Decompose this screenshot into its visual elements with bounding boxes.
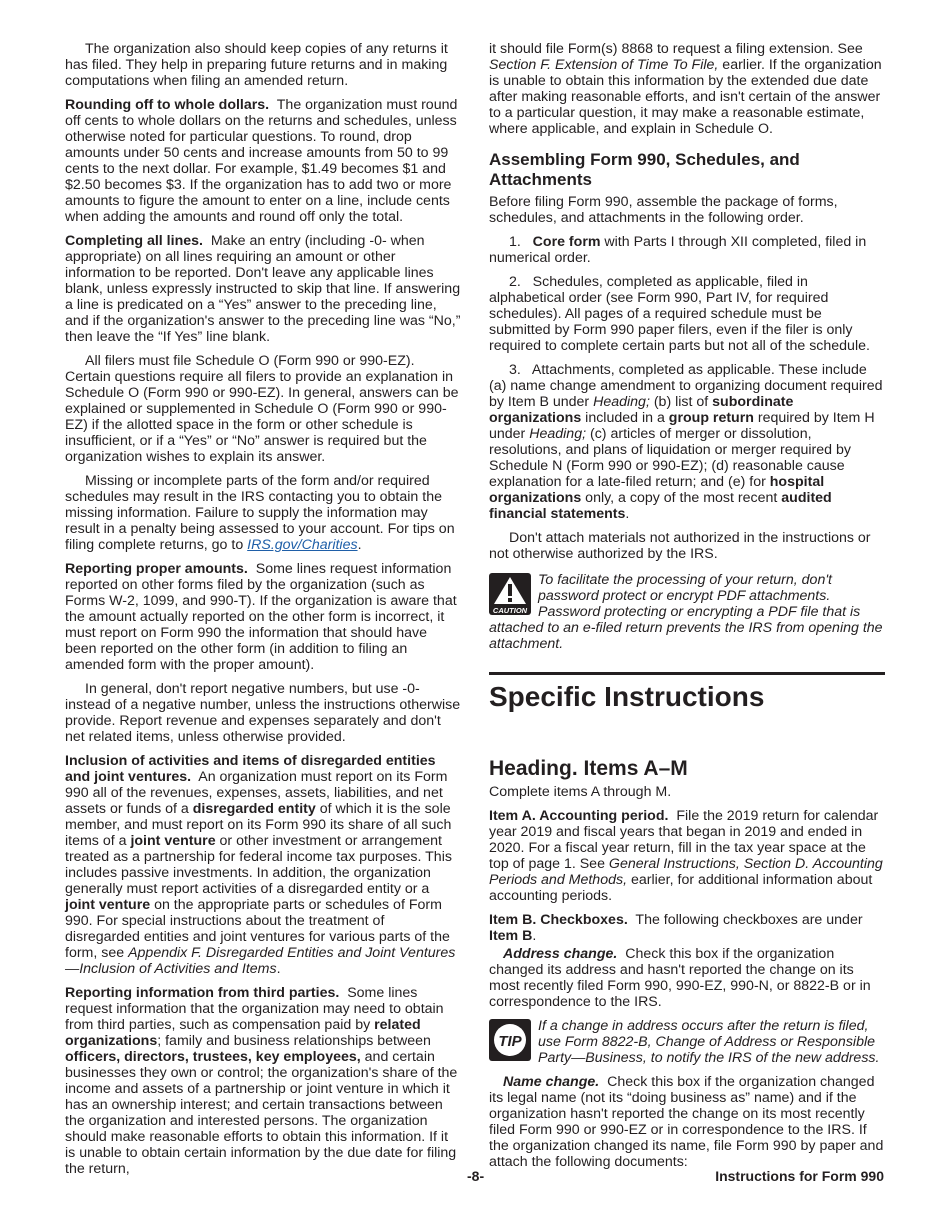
run-in-heading: Reporting proper amounts. [65,561,248,577]
paragraph-negative-numbers: In general, don't report negative numbers, but use -0- instead of a negative number, unless the instructions otherwise provide. Report revenue and expenses separately and don't net related items, unless otherwise provided. [65,681,461,745]
list-item-core-form: 1. Core form with Parts I through XII completed, filed in numerical order. [489,234,867,266]
paragraph-completing-lines: Completing all lines. Make an entry (including -0- when appropriate) on all lines requiring an amount or other information to be reported. Don't leave any applicable lines blank, unless expressly instructed to skip that line. If answering a line is predicated on a “Yes” answer to the preceding line, and if the organization's answer to the preceding line was “No,” then leave the “If Yes” line blank. [65,233,461,345]
paragraph-name-change: Name change. Check this box if the organization changed its legal name (not its “doing business as” name) and if the organization hasn't reported the change on its most recently filed Form 990 or 990-EZ or in correspondence to the IRS. If the organization changed its name, file Form 990 by paper and attach the following documents: [489,1074,884,1170]
paragraph-item-a: Item A. Accounting period. File the 2019 return for calendar year 2019 and fiscal years that began in 2019 and ended in 2020. For a fiscal year return, fill in the tax year space at the top of page 1. See General Instructions, Section D. Accounting Periods and Methods, earlier, for additional information about accounting periods. [489,808,883,904]
tip-text: If a change in address occurs after the return is filed, use Form 8822-B, Change of Address or Responsible Party—Business, to notify the IRS of the new address. [538,1018,880,1066]
assembling-heading: Assembling Form 990, Schedules, and Attachments [489,150,800,189]
caution-text: To facilitate the processing of your return, don't password protect or encrypt PDF attachments. Password protecting or encrypting a PDF file that is attached to an e-filed return prevents the IRS from opening the attachment. [489,572,883,652]
run-in-heading: Item B. Checkboxes. [489,912,628,928]
footer-document-title: Instructions for Form 990 [715,1168,884,1184]
assembling-intro: Before filing Form 990, assemble the package of forms, schedules, and attachments in the following order. [489,194,838,226]
paragraph-keep-copies: The organization also should keep copies of any returns it has filed. They help in preparing future returns and in making computations when filing an amended return. [65,41,448,89]
paragraph-address-change: Address change. Check this box if the organization changed its address and hasn't reported the change on its most recently filed Form 990, 990-EZ, 990-N, or 8822-B or in correspondence to the IRS. [489,946,871,1010]
run-in-heading: Item A. Accounting period. [489,808,669,824]
svg-text:TIP: TIP [498,1033,522,1050]
paragraph-rounding: Rounding off to whole dollars. The organization must round off cents to whole dollars on the returns and schedules, unless otherwise noted for particular questions. To round, drop amounts under 50 cents and increase amounts from 50 to 99 cents to the next dollar. For example, $1.49 becomes $1 and $2.50 becomes $3. If the organization has to add two or more amounts to figure the amount to enter on a line, include cents when adding the amounts and round off only the total. [65,97,458,225]
paragraph-schedule-o: All filers must file Schedule O (Form 990 or 990-EZ). Certain questions require all filers to provide an explanation in Schedule O (Form 990 or 990-EZ). In general, answers can be explained or supplemented in Schedule O (Form 990 or 990-EZ) if the allotted space in the form or other schedule is insufficient, or if a “Yes” or “No” answer is required but the organization wishes to explain its answer. [65,353,459,465]
run-in-heading: Inclusion of activities and items of disregarded entities and joint ventures. [65,753,436,785]
paragraph-item-b: Item B. Checkboxes. The following checkboxes are under Item B. [489,912,863,944]
paragraph-continuation: it should file Form(s) 8868 to request a filing extension. See Section F. Extension of Time To File, earlier. If the organization is unable to obtain this information by the extended due date after making reasonable efforts, and isn't certain of the answer to a particular question, it may make a reasonable estimate, where applicable, and explain in Schedule O. [489,41,882,137]
tip-notice [489,1018,885,1066]
paragraph-reporting-proper: Reporting proper amounts. Some lines request information reported on other forms filed by the organization (such as Forms W-2, 1099, and 990-T). If the organization is aware that the amount actually reported on the other form is incorrect, it must report on Form 990 the information that should have been reported on the other form (in addition to filing an amended form with the proper amount). [65,561,457,673]
run-in-heading: Name change. [503,1074,600,1090]
caution-notice [489,572,885,652]
section-title: Specific Instructions [489,681,765,712]
paragraph-inclusion: Inclusion of activities and items of disregarded entities and joint ventures. An organization must report on its Form 990 all of the revenues, expenses, assets, liabilities, and net assets or funds of a disregarded entity of which it is the sole member, and must report on its Form 990 its share of all such items of a joint venture or other investment or arrangement treated as a partnership for federal income tax purposes. This includes passive investments. In addition, the organization generally must report activities of a disregarded entity or a joint venture on the appropriate parts or schedules of Form 990. For special instructions about the treatment of disregarded entities and joint ventures for various parts of the form, see Appendix F. Disregarded Entities and Joint Ventures—Inclusion of Activities and Items. [65,753,456,977]
run-in-heading: Rounding off to whole dollars. [65,97,270,113]
left-column [65,41,461,1185]
page-number: -8- [467,1168,485,1184]
list-item-schedules: 2. Schedules, completed as applicable, filed in alphabetical order (see Form 990, Part IV, for required schedules). All pages of a required schedule must be submitted by Form 990 paper filers, even if the filer is only required to complete certain parts but not all of the schedule. [489,274,870,354]
paragraph-missing-parts: Missing or incomplete parts of the form and/or required schedules may result in the IRS contacting you to obtain the missing information. Failure to supply the information may result in a penalty being assessed to your account. For tips on filing complete returns, go to IRS.gov/Charities. [65,473,455,553]
svg-text:CAUTION: CAUTION [492,606,528,615]
tip-icon [489,1019,531,1061]
heading-intro: Complete items A through M. [489,784,672,800]
section-divider [489,672,885,675]
irs-charities-link[interactable]: IRS.gov/Charities [247,537,358,553]
list-item-attachments: 3. Attachments, completed as applicable. These include (a) name change amendment to organizing document required by Item B under Heading; (b) list of subordinate organizations included in a group return required by Item H under Heading; (c) articles of merger or dissolution, resolutions, and plans of liquidation or merger required by Schedule N (Form 990 or 990-EZ); (d) reasonable cause explanation for a late-filed return; and (e) for hospital organizations only, a copy of the most recent audited financial statements. [489,362,883,522]
run-in-heading: Address change. [503,946,618,962]
caution-icon [489,573,531,615]
heading-items-title: Heading. Items A–M [489,757,688,780]
run-in-heading: Completing all lines. [65,233,203,249]
paragraph-dont-attach: Don't attach materials not authorized in the instructions or not otherwise authorized by the IRS. [489,530,871,562]
run-in-heading: Reporting information from third parties. [65,985,340,1001]
right-column [489,41,885,1178]
paragraph-third-parties: Reporting information from third parties. Some lines request information that the organization may need to obtain from third parties, such as compensation paid by related organizations; family and business relationships between officers, directors, trustees, key employees, and certain businesses they own or control; the organization's share of the income and assets of a partnership or joint venture in which it has an ownership interest; and certain transactions between the organization and interested persons. The organization should make reasonable efforts to obtain this information. If it is unable to obtain certain information by the due date for filing the return, [65,985,458,1177]
